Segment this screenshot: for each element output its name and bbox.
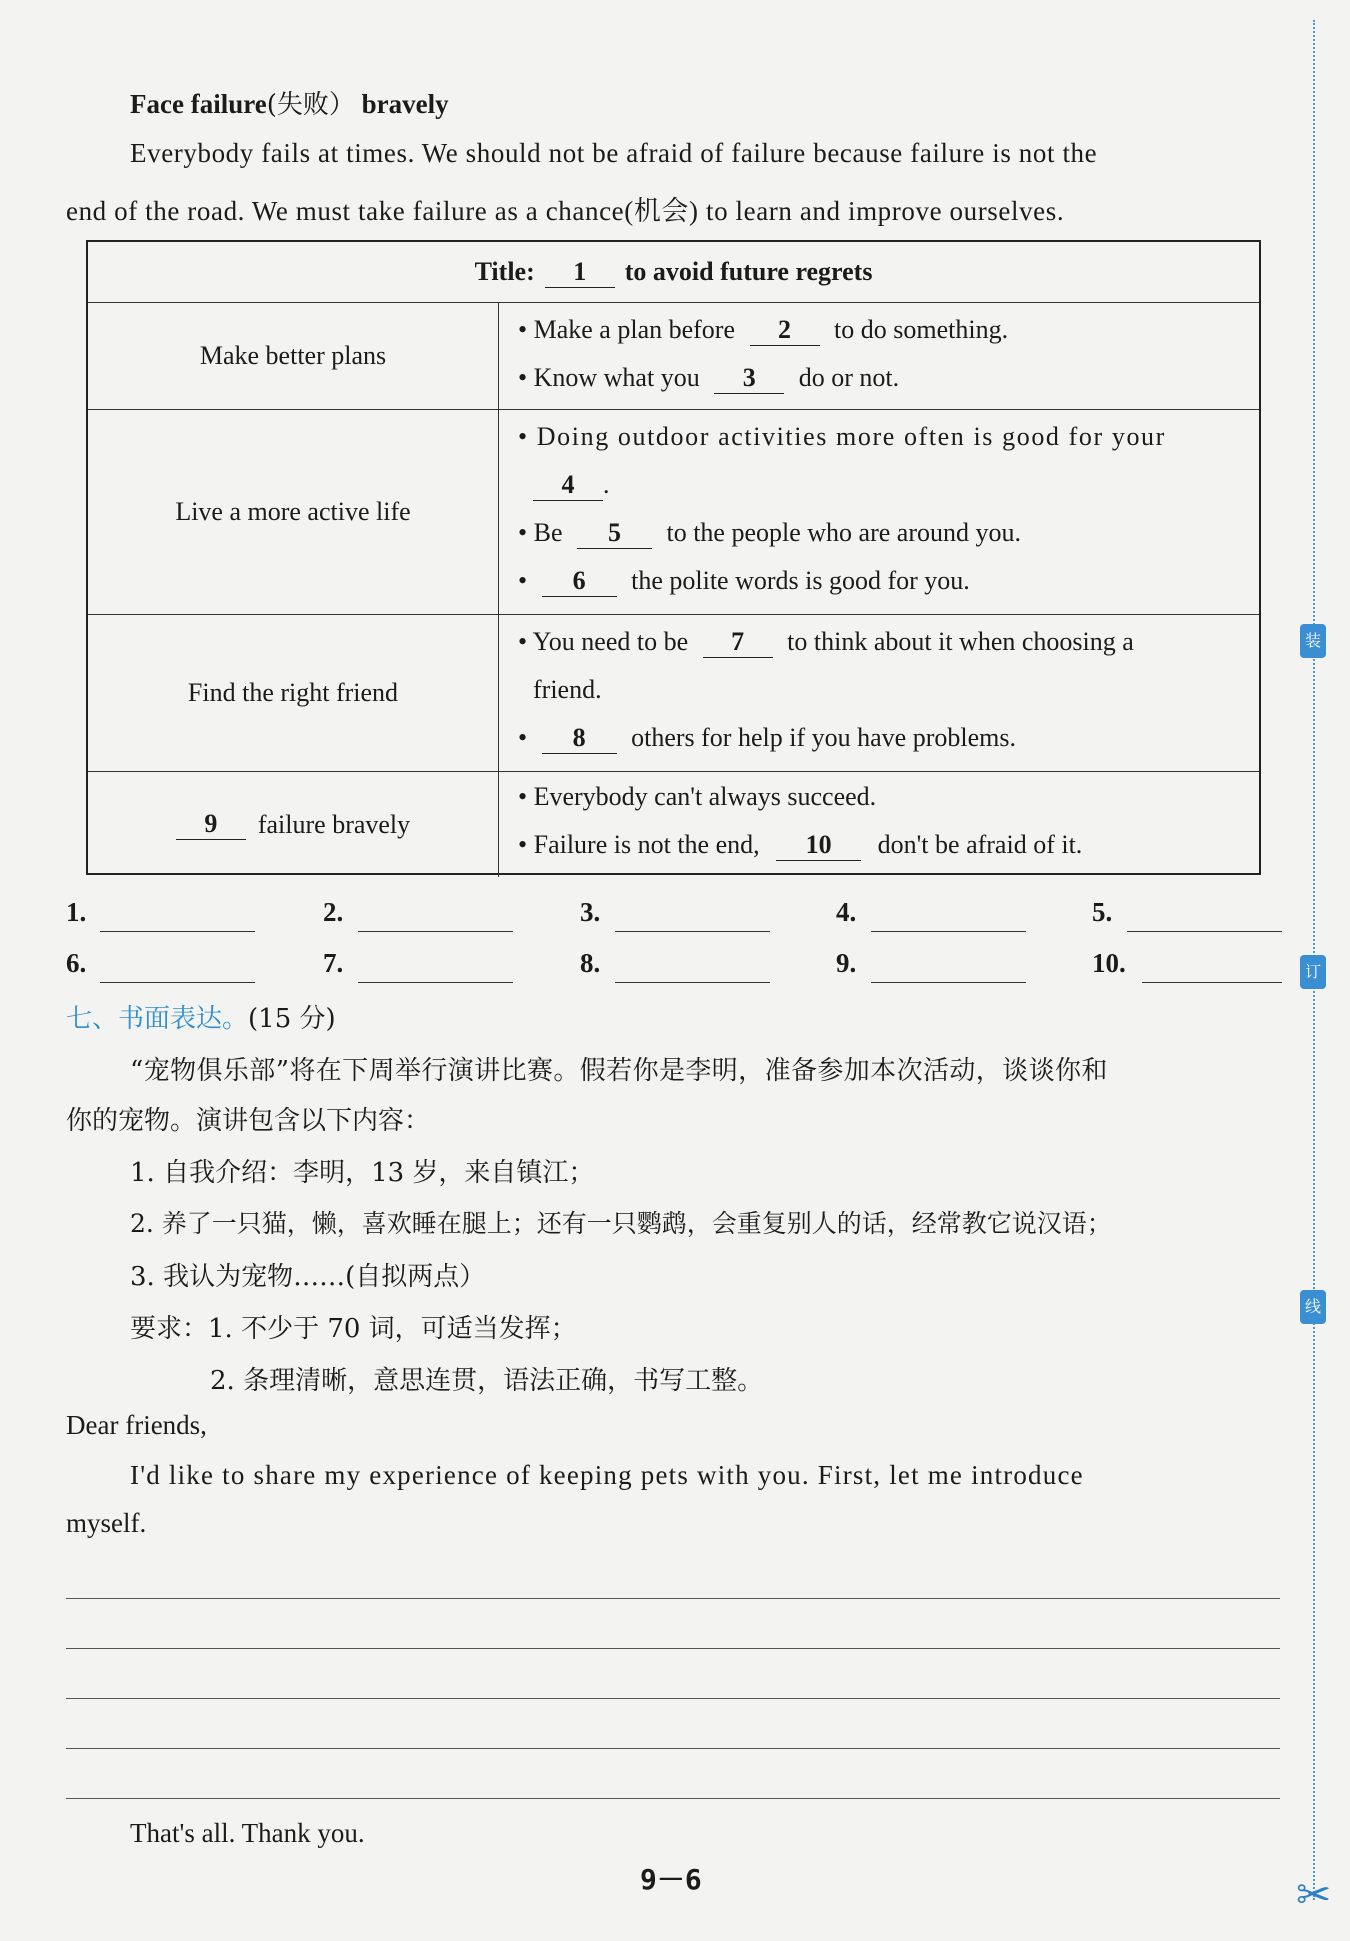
answer-label: 9.: [836, 948, 857, 978]
answer-line[interactable]: [100, 981, 255, 983]
answer-label: 4.: [836, 897, 857, 927]
row-text: friend.: [533, 675, 602, 704]
row-text: • Know what you 3 do or not.: [518, 363, 900, 392]
writing-line[interactable]: [66, 1698, 1280, 1699]
row-label: Find the right friend: [187, 678, 399, 707]
answer-label: 1.: [66, 897, 87, 927]
answer-label: 5.: [1092, 897, 1113, 927]
answer-line[interactable]: [358, 981, 513, 983]
row-text: • Everybody can't always succeed.: [518, 782, 877, 811]
row-text: • Make a plan before 2 to do something.: [518, 315, 1009, 344]
passage-heading: [130, 84, 449, 121]
heading-text-2: bravely: [354, 89, 449, 119]
row-text: • Be 5 to the people who are around you.: [518, 518, 1021, 547]
blank-8[interactable]: 8: [542, 723, 617, 754]
prompt-item: 2. 养了一只猫，懒，喜欢睡在腿上；还有一只鹦鹉，会重复别人的话，经常教它说汉语；: [130, 1209, 1112, 1238]
row-text: • 6 the polite words is good for you.: [518, 566, 970, 595]
blank-6[interactable]: 6: [542, 566, 617, 597]
row-label: Make better plans: [199, 341, 387, 370]
answer-line[interactable]: [615, 930, 770, 932]
answer-label: 6.: [66, 948, 87, 978]
answer-line[interactable]: [615, 981, 770, 983]
answer-label: 10.: [1092, 948, 1126, 978]
answer-line[interactable]: [871, 930, 1026, 932]
binding-tab: 线: [1300, 1290, 1326, 1324]
answer-line[interactable]: [1127, 930, 1282, 932]
row-label: 9 failure bravely: [88, 772, 498, 877]
blank-3[interactable]: 3: [714, 363, 784, 394]
binding-tab: 订: [1300, 955, 1326, 989]
answer-label: 7.: [323, 948, 344, 978]
heading-gloss: (失败）: [266, 90, 355, 120]
prompt-item: 3. 我认为宠物……(自拟两点）: [130, 1262, 486, 1292]
scissors-icon: ✂: [1296, 1870, 1332, 1919]
requirement: 要求：1. 不少于 70 词，可适当发挥；: [130, 1314, 577, 1344]
answer-label: 8.: [580, 948, 601, 978]
blank-9[interactable]: 9: [176, 809, 246, 840]
blank-1[interactable]: 1: [545, 257, 615, 288]
writing-line[interactable]: [66, 1798, 1280, 1799]
answer-line[interactable]: [100, 930, 255, 932]
writing-line[interactable]: [66, 1748, 1280, 1749]
binding-tab: 装: [1300, 624, 1326, 658]
blank-7[interactable]: 7: [703, 627, 773, 658]
writing-line[interactable]: [66, 1648, 1280, 1649]
page-number: 9－6: [640, 1863, 702, 1896]
starter-line: myself.: [66, 1508, 147, 1538]
row-text: 4 .: [533, 470, 610, 501]
answer-label: 2.: [323, 897, 344, 927]
answer-line[interactable]: [871, 981, 1026, 983]
row-label: Live a more active life: [175, 497, 411, 526]
blank-10[interactable]: 10: [776, 830, 861, 861]
row-text: • 8 others for help if you have problems.: [518, 723, 1016, 752]
writing-section-title: 七、书面表达。(15 分): [66, 1004, 336, 1034]
greeting: Dear friends,: [66, 1410, 207, 1440]
summary-table: [86, 240, 1261, 875]
table-title: Title: 1 to avoid future regrets: [474, 256, 873, 286]
passage-line-2: end of the road. We must take failure as a chance(机会) to learn and improve ourselves.: [66, 196, 1065, 226]
blank-5[interactable]: 5: [577, 518, 652, 549]
prompt-item: 1. 自我介绍：李明，13 岁，来自镇江；: [130, 1158, 595, 1188]
row-text: • Doing outdoor activities more often is good for your: [518, 422, 1166, 451]
answer-line[interactable]: [358, 930, 513, 932]
prompt-line: “宠物俱乐部”将在下周举行演讲比赛。假若你是李明，准备参加本次活动，谈谈你和: [130, 1056, 1108, 1086]
prompt-line: 你的宠物。演讲包含以下内容：: [66, 1106, 431, 1136]
closing: That's all. Thank you.: [130, 1818, 365, 1848]
row-text: • You need to be 7 to think about it when choosing a: [518, 627, 1134, 656]
blank-4[interactable]: 4: [533, 470, 603, 501]
table-row: [88, 614, 1259, 771]
passage-line-1: Everybody fails at times. We should not be afraid of failure because failure is not the: [130, 138, 1098, 168]
starter-line: I'd like to share my experience of keeping pets with you. First, let me introduce: [130, 1460, 1084, 1490]
table-row: [88, 409, 1259, 614]
requirement: 2. 条理清晰，意思连贯，语法正确，书写工整。: [210, 1366, 764, 1396]
answer-line[interactable]: [1142, 981, 1282, 983]
writing-line[interactable]: [66, 1598, 1280, 1599]
blank-2[interactable]: 2: [750, 315, 820, 346]
table-row: [88, 771, 1259, 877]
heading-text: Face failure: [130, 89, 267, 119]
answer-label: 3.: [580, 897, 601, 927]
table-row: [88, 302, 1259, 409]
row-text: • Failure is not the end, 10 don't be afraid of it.: [518, 830, 1083, 859]
